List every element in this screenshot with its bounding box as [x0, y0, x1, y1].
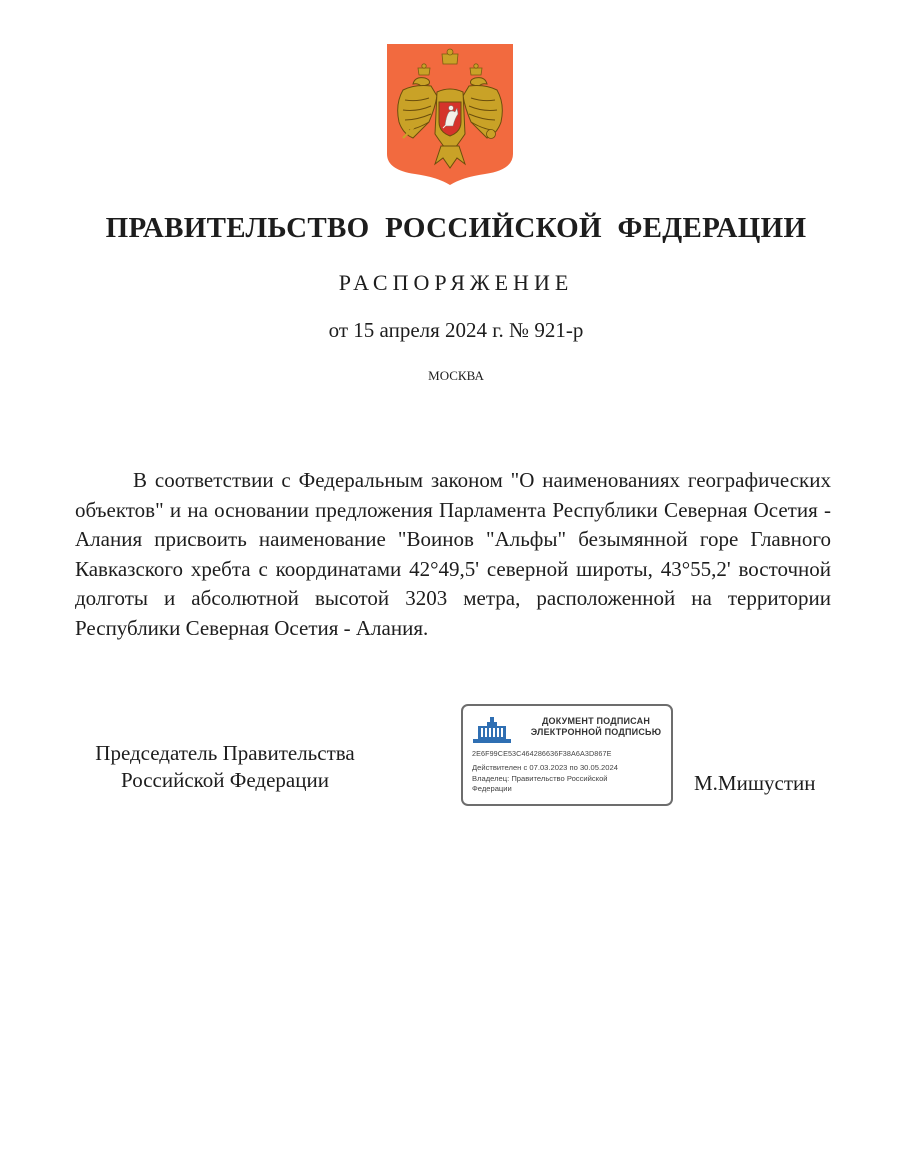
electronic-signature-stamp [461, 704, 673, 806]
signer-position-line-1: Председатель Правительства [95, 741, 355, 765]
stamp-owner: Владелец: Правительство Российской Федерации [472, 774, 608, 793]
stamp-title-line-1: ДОКУМЕНТ ПОДПИСАН [541, 716, 651, 726]
government-title: ПРАВИТЕЛЬСТВО РОССИЙСКОЙ ФЕДЕРАЦИИ [105, 212, 807, 244]
coat-of-arms-icon [385, 42, 515, 186]
stamp-certificate: 2E6F99CE53C464286636F38A6A3D867E [472, 749, 612, 758]
document-date-number: от 15 апреля 2024 г. № 921-р [328, 318, 584, 342]
stamp-validity: Действителен с 07.03.2023 по 30.05.2024 [472, 763, 618, 772]
document-city: МОСКВА [428, 368, 484, 383]
stamp-title-line-2: ЭЛЕКТРОННОЙ ПОДПИСЬЮ [530, 727, 662, 737]
signer-position [60, 740, 390, 794]
document-type: РАСПОРЯЖЕНИЕ [338, 270, 574, 295]
signer-position-line-2: Российской Федерации [121, 768, 329, 792]
government-building-icon [472, 715, 512, 745]
stamp-title [523, 716, 669, 738]
signer-name: М.Мишустин [694, 771, 816, 795]
order-body-text: В соответствии с Федеральным законом "О наименованиях географических объектов" и на основании предложения Парламента Республики Северная Осетия - Алания присвоить наименование "Воинов "Альфы" безымянной горе Главного Кавказского хребта с координатами 42°49,5' северной широты, 43°55,2' восточной долготы и абсолютной высотой 3203 метра, расположенной на территории Республики Северная Осетия - Алания. [75, 468, 831, 640]
